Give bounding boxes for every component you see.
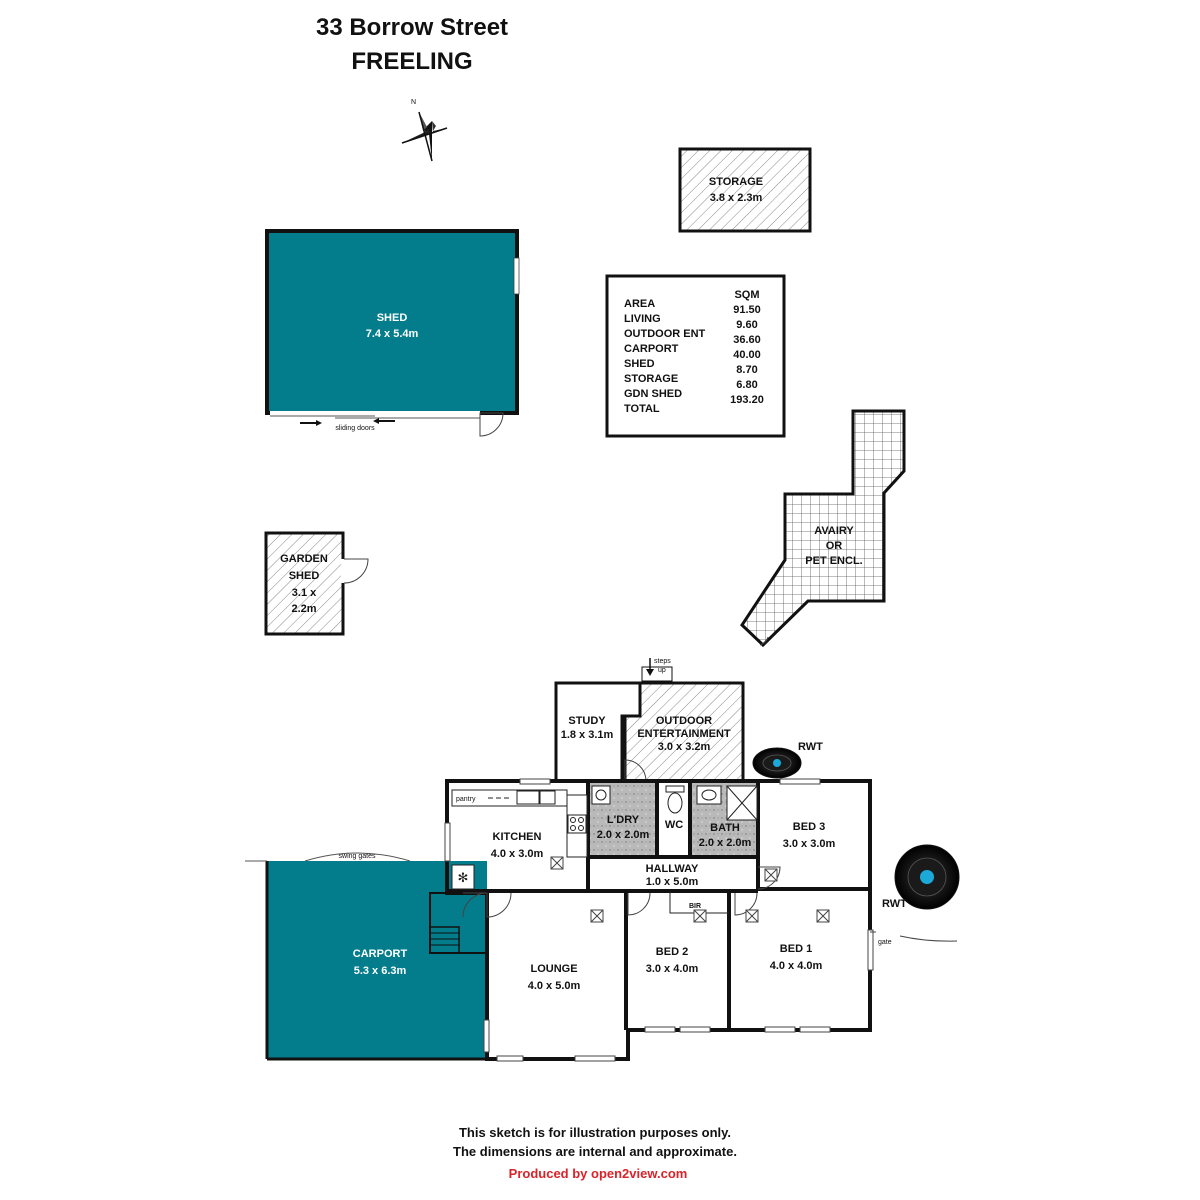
bed3-dims: 3.0 x 3.0m bbox=[782, 838, 836, 850]
storage-label: STORAGE bbox=[708, 176, 764, 188]
bed1-label: BED 1 bbox=[779, 943, 813, 955]
area-row-label: STORAGE bbox=[624, 373, 679, 385]
rainwater-tank-right bbox=[882, 845, 959, 910]
compass-north-label: N bbox=[411, 99, 417, 106]
house bbox=[445, 779, 873, 1061]
kitchen-label: KITCHEN bbox=[492, 831, 542, 843]
area-row-value: 40.00 bbox=[733, 349, 761, 361]
rwt-right-label: RWT bbox=[882, 898, 907, 910]
area-row-label: TOTAL bbox=[624, 403, 660, 415]
shed-label: SHED bbox=[376, 312, 408, 324]
carport-dims: 5.3 x 6.3m bbox=[353, 965, 407, 977]
aviary-line3: PET ENCL. bbox=[805, 555, 863, 567]
area-row-label: GDN SHED bbox=[624, 388, 683, 400]
gate-label: gate bbox=[878, 939, 892, 946]
area-header-area: AREA bbox=[624, 298, 656, 310]
aviary-line1: AVAIRY bbox=[814, 525, 854, 537]
area-row-value: 8.70 bbox=[736, 364, 758, 376]
carport-label: CARPORT bbox=[352, 948, 408, 960]
study-dims: 1.8 x 3.1m bbox=[560, 729, 614, 741]
produced-by: Produced by open2view.com bbox=[508, 1166, 688, 1181]
outdoor-entertainment-area bbox=[625, 658, 743, 781]
garden-shed-room bbox=[266, 533, 368, 634]
shed-dims: 7.4 x 5.4m bbox=[365, 328, 419, 340]
lounge-dims: 4.0 x 5.0m bbox=[527, 980, 581, 992]
hallway-dims: 1.0 x 5.0m bbox=[645, 876, 699, 888]
bed2-label: BED 2 bbox=[655, 946, 689, 958]
water-drop-icon bbox=[773, 759, 781, 767]
water-drop-icon-2 bbox=[920, 870, 934, 884]
kitchen-dims: 4.0 x 3.0m bbox=[490, 848, 544, 860]
extractor-fan-icon: ✻ bbox=[457, 870, 469, 885]
shed-room bbox=[267, 231, 519, 436]
area-table bbox=[607, 276, 784, 436]
swing-gates-label: swing gates bbox=[338, 853, 376, 860]
bath-label: BATH bbox=[710, 822, 740, 834]
rainwater-tank-top bbox=[753, 741, 823, 778]
hallway-label: HALLWAY bbox=[645, 863, 699, 875]
laundry-label: L'DRY bbox=[606, 814, 640, 826]
sliding-doors-label: sliding doors bbox=[335, 425, 375, 432]
garden-shed-line4: 2.2m bbox=[291, 603, 317, 615]
lounge-label: LOUNGE bbox=[530, 963, 578, 975]
pantry-label: pantry bbox=[456, 796, 476, 803]
address-line1: 33 Borrow Street bbox=[315, 14, 509, 41]
area-row-label: SHED bbox=[624, 358, 655, 370]
storage-room bbox=[680, 149, 810, 231]
disclaimer-line1: This sketch is for illustration purposes only. bbox=[458, 1125, 732, 1140]
address-line2: FREELING bbox=[351, 48, 473, 75]
storage-dims: 3.8 x 2.3m bbox=[709, 192, 763, 204]
area-row-value: 193.20 bbox=[730, 394, 764, 406]
aviary-line2: OR bbox=[825, 540, 843, 552]
disclaimer-line2: The dimensions are internal and approximate. bbox=[453, 1144, 737, 1159]
compass-icon bbox=[402, 99, 447, 161]
garden-shed-line3: 3.1 x bbox=[291, 587, 317, 599]
area-row-value: 6.80 bbox=[736, 379, 758, 391]
garden-shed-line1: GARDEN bbox=[280, 553, 328, 565]
area-header-sqm: SQM bbox=[734, 289, 760, 301]
bed3-label: BED 3 bbox=[792, 821, 826, 833]
bed2-dims: 3.0 x 4.0m bbox=[645, 963, 699, 975]
steps-up-label: up bbox=[658, 667, 666, 674]
steps-label: steps bbox=[654, 658, 671, 665]
wc-label: WC bbox=[664, 819, 684, 831]
bed1-dims: 4.0 x 4.0m bbox=[769, 960, 823, 972]
aviary-enclosure bbox=[742, 411, 904, 645]
area-row-value: 9.60 bbox=[736, 319, 758, 331]
bath-dims: 2.0 x 2.0m bbox=[698, 837, 752, 849]
outdoor-label-2: ENTERTAINMENT bbox=[637, 728, 731, 740]
area-row-label: CARPORT bbox=[624, 343, 679, 355]
laundry-dims: 2.0 x 2.0m bbox=[596, 829, 650, 841]
bir-label: BIR bbox=[688, 903, 702, 910]
garden-shed-line2: SHED bbox=[288, 570, 320, 582]
area-row-value: 91.50 bbox=[733, 304, 761, 316]
carport-area bbox=[245, 853, 487, 1059]
gate bbox=[870, 932, 957, 946]
study-label: STUDY bbox=[568, 715, 606, 727]
outdoor-label: OUTDOOR bbox=[655, 715, 713, 727]
area-row-label: OUTDOOR ENT bbox=[624, 328, 706, 340]
area-row-label: LIVING bbox=[624, 313, 661, 325]
rwt-top-label: RWT bbox=[798, 741, 823, 753]
area-row-value: 36.60 bbox=[733, 334, 761, 346]
outdoor-dims: 3.0 x 3.2m bbox=[657, 741, 711, 753]
